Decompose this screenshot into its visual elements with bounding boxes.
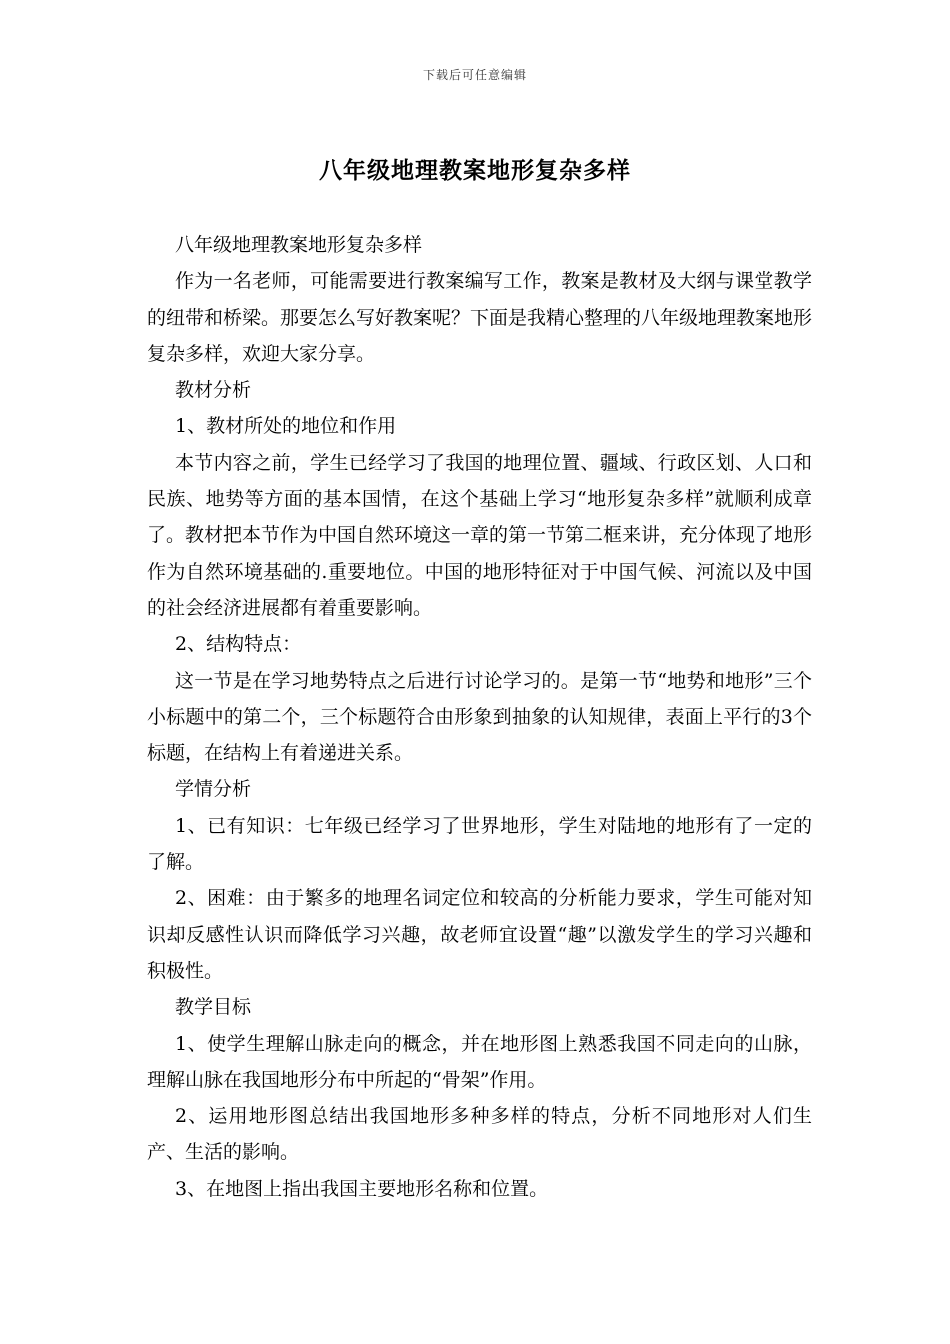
paragraph-difficulties: 2、困难：由于繁多的地理名词定位和较高的分析能力要求，学生可能对知识却反感性认识而降低学习兴趣，故老师宜设置“趣”以激发学生的学习兴趣和积极性。 — [147, 887, 812, 982]
paragraph-goal-2: 2、运用地形图总结出我国地形多种多样的特点，分析不同地形对人们生产、生活的影响。 — [147, 1105, 812, 1164]
paragraph-prior-knowledge: 1、已有知识：七年级已经学习了世界地形，学生对陆地的地形有了一定的了解。 — [147, 814, 812, 874]
paragraph-goal-1: 1、使学生理解山脉走向的概念，并在地形图上熟悉我国不同走向的山脉，理解山脉在我国地形分布中所起的“骨架”作用。 — [147, 1032, 812, 1091]
section-heading-teaching-goals: 教学目标 — [175, 996, 252, 1019]
paragraph-structure: 这一节是在学习地势特点之后进行讨论学习的。是第一节“地势和地形”三个小标题中的第二个，三个标题符合由形象到抽象的认知规律，表面上平行的3个标题，在结构上有着递进关系。 — [147, 669, 812, 765]
subheading-structure: 2、结构特点： — [175, 633, 302, 656]
section-heading-student-analysis: 学情分析 — [175, 778, 252, 801]
paragraph-subtitle: 八年级地理教案地形复杂多样 — [175, 234, 423, 256]
document-title: 八年级地理教案地形复杂多样 — [319, 157, 631, 184]
header-note: 下载后可任意编辑 — [422, 68, 527, 82]
paragraph-goal-3: 3、在地图上指出我国主要地形名称和位置。 — [175, 1177, 549, 1200]
document-body — [147, 227, 812, 1207]
paragraph-intro: 作为一名老师，可能需要进行教案编写工作，教案是教材及大纲与课堂教学的纽带和桥梁。那要怎么写好教案呢？下面是我精心整理的八年级地理教案地形复杂多样，欢迎大家分享。 — [147, 270, 813, 365]
section-heading-textbook-analysis: 教材分析 — [175, 379, 252, 402]
subheading-position-and-role: 1、教材所处的地位和作用 — [175, 415, 397, 438]
paragraph-position-and-role: 本节内容之前，学生已经学习了我国的地理位置、疆域、行政区划、人口和民族、地势等方面的基本国情，在这个基础上学习“地形复杂多样”就顺利成章了。教材把本节作为中国自然环境这一章的第一节第二框来讲，充分体现了地形作为自然环境基础的.重要地位。中国的地形特征对于中国气候、河流以及中国的社会经济进展都有着重要影响。 — [147, 451, 813, 619]
